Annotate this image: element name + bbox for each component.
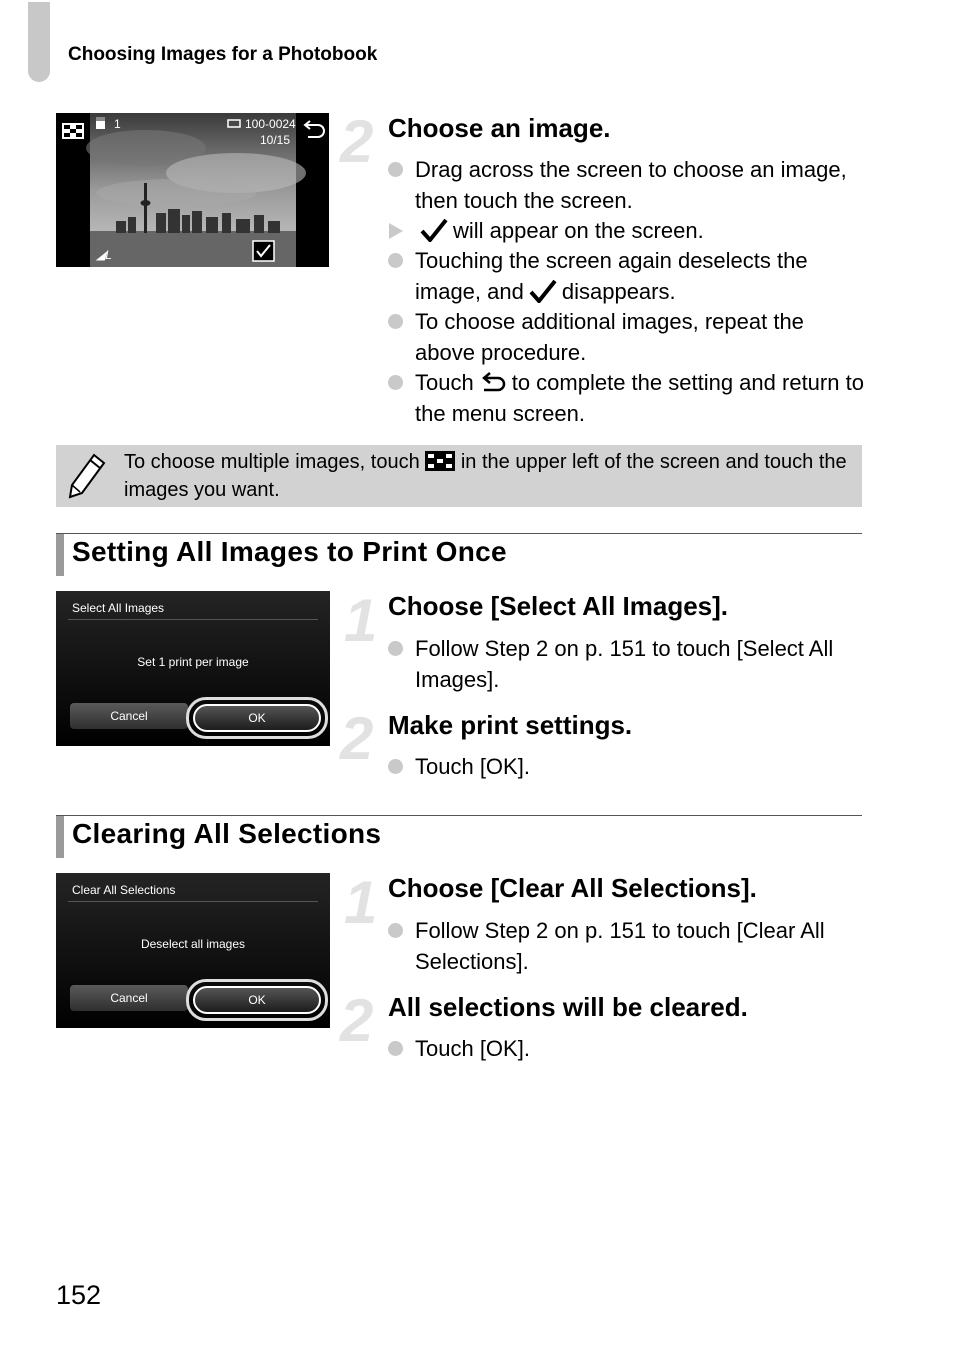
cancel-button[interactable]: Cancel: [70, 703, 188, 729]
return-icon: [305, 121, 324, 137]
ok-button[interactable]: OK: [186, 697, 328, 739]
size-icon: ◢L: [96, 248, 112, 262]
bullet-icon: [388, 641, 403, 656]
checkmark-box-icon: [253, 241, 274, 261]
step-number: 2: [340, 108, 374, 175]
camera-screen-choose-image: [56, 113, 329, 267]
bullet-icon: [388, 759, 403, 774]
step-title: Choose an image.: [388, 113, 611, 143]
note-box: [56, 445, 862, 507]
screen-folder-file: 100-0024: [245, 117, 296, 131]
list-item: Touching the screen again deselects the image, and disappears.: [388, 245, 868, 307]
bullet-icon: [388, 375, 403, 390]
note-text: To choose multiple images, touch in the upper left of the screen and touch the images you want.: [124, 451, 847, 501]
running-head: Choosing Images for a Photobook: [68, 44, 378, 65]
step-title: All selections will be cleared.: [388, 992, 748, 1022]
pencil-icon: [68, 451, 108, 501]
step-title: Choose [Clear All Selections].: [388, 873, 757, 903]
step-number: 1: [344, 869, 378, 936]
bullet-icon: [388, 162, 403, 177]
section-title: Setting All Images to Print Once: [72, 536, 507, 567]
step-title: Choose [Select All Images].: [388, 591, 729, 621]
list-item: Follow Step 2 on p. 151 to touch [Select All Images].: [388, 633, 868, 695]
section-title: Clearing All Selections: [72, 818, 382, 849]
screen-message: Deselect all images: [140, 937, 246, 951]
result-arrow-icon: [389, 223, 403, 239]
page-number: 152: [56, 1280, 102, 1310]
bullet-icon: [388, 923, 403, 938]
checkmark-icon: [419, 218, 449, 242]
screen-message: Set 1 print per image: [137, 655, 249, 669]
list-item: To choose additional images, repeat the above procedure.: [388, 306, 868, 368]
screen-title: Select All Images: [72, 601, 165, 615]
multi-select-icon: [425, 451, 455, 471]
bullet-icon: [388, 314, 403, 329]
list-item: Touch to complete the setting and return to the menu screen.: [388, 367, 868, 429]
list-item: Touch [OK].: [388, 1033, 868, 1064]
bullet-icon: [388, 1041, 403, 1056]
step-number: 2: [340, 987, 374, 1054]
cancel-button[interactable]: Cancel: [70, 985, 188, 1011]
camera-screen-select-all: [56, 591, 330, 746]
list-item: Touch [OK].: [388, 751, 868, 782]
return-icon: [478, 370, 508, 394]
bullet-icon: [388, 253, 403, 268]
checkmark-icon: [528, 279, 558, 303]
list-item: Follow Step 2 on p. 151 to touch [Clear All Selections].: [388, 915, 868, 977]
list-item: will appear on the screen.: [388, 215, 868, 246]
ok-button[interactable]: OK: [186, 979, 328, 1021]
screen-print-count: 1: [114, 117, 121, 131]
screen-counter: 10/15: [260, 133, 291, 147]
section-header: [56, 533, 862, 576]
screen-title: Clear All Selections: [72, 883, 176, 897]
multi-select-icon: [62, 123, 84, 139]
list-item: Drag across the screen to choose an image, then touch the screen.: [388, 154, 868, 216]
section-header: [56, 815, 862, 858]
step-number: 1: [344, 587, 378, 654]
camera-screen-clear-all: [56, 873, 330, 1028]
chapter-tab: [28, 2, 50, 82]
step-number: 2: [340, 705, 374, 772]
step-title: Make print settings.: [388, 710, 633, 740]
